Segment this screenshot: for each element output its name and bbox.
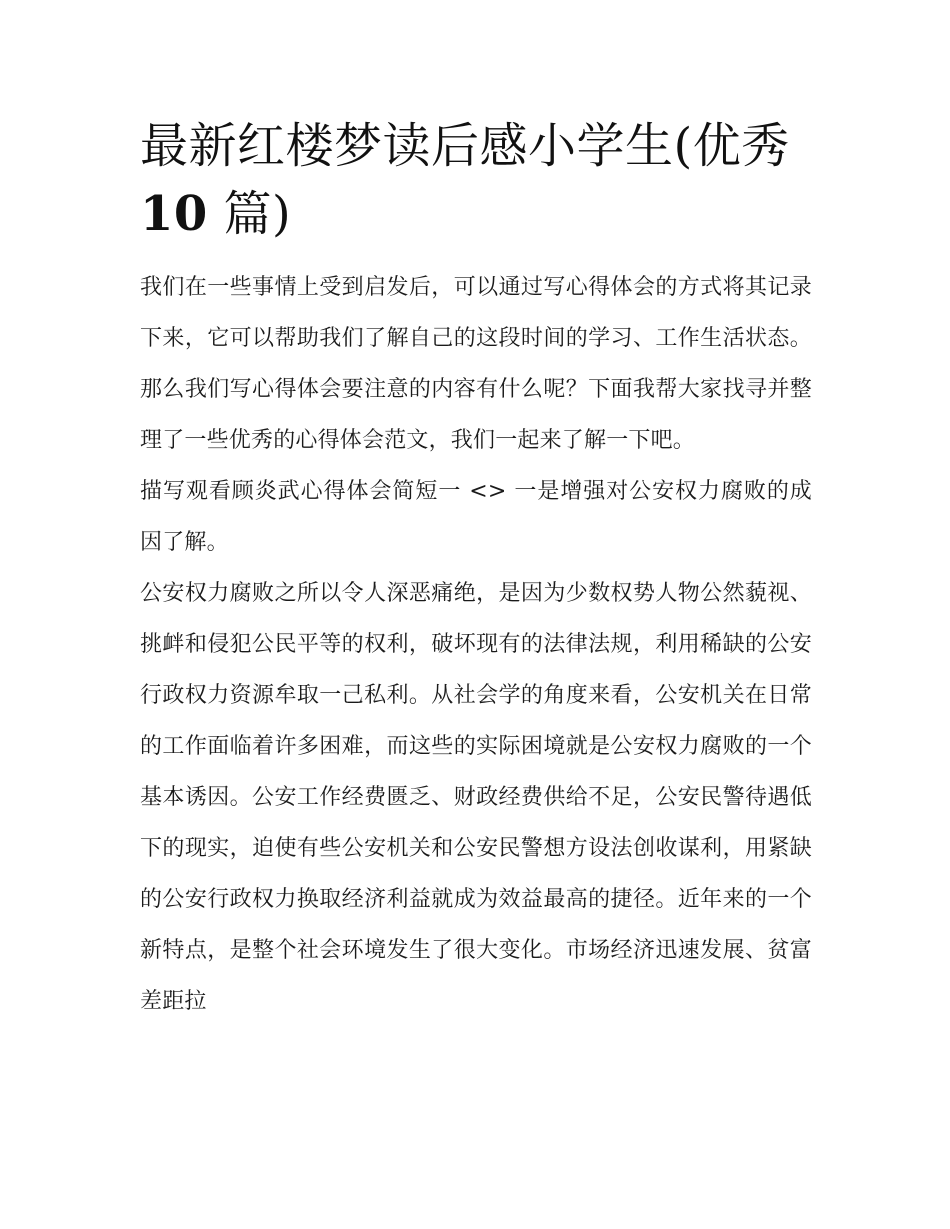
- title-number: 10: [140, 186, 208, 242]
- document-body: [140, 112, 812, 1027]
- title-line-1: 最新红楼梦读后感小学生(优秀: [140, 118, 790, 174]
- document-title: [140, 112, 812, 248]
- title-line-2: 篇): [207, 186, 292, 242]
- section-heading-paragraph: 描写观看顾炎武心得体会简短一 <> 一是增强对公安权力腐败的成因了解。: [140, 479, 812, 555]
- intro-paragraph: 我们在一些事情上受到启发后，可以通过写心得体会的方式将其记录下来，它可以帮助我们了解自己的这段时间的学习、工作生活状态。那么我们写心得体会要注意的内容有什么呢？下面我帮大家找寻并整理了一些优秀的心得体会范文，我们一起来了解一下吧。: [140, 275, 812, 453]
- body-paragraph: 公安权力腐败之所以令人深恶痛绝，是因为少数权势人物公然藐视、挑衅和侵犯公民平等的权利，破坏现有的法律法规，利用稀缺的公安行政权力资源牟取一己私利。从社会学的角度来看，公安机关在日常的工作面临着许多困难，而这些的实际困境就是公安权力腐败的一个基本诱因。公安工作经费匮乏、财政经费供给不足，公安民警待遇低下的现实，迫使有些公安机关和公安民警想方设法创收谋利，用紧缺的公安行政权力换取经济利益就成为效益最高的捷径。近年来的一个新特点，是整个社会环境发生了很大变化。市场经济迅速发展、贫富差距拉: [140, 581, 812, 1014]
